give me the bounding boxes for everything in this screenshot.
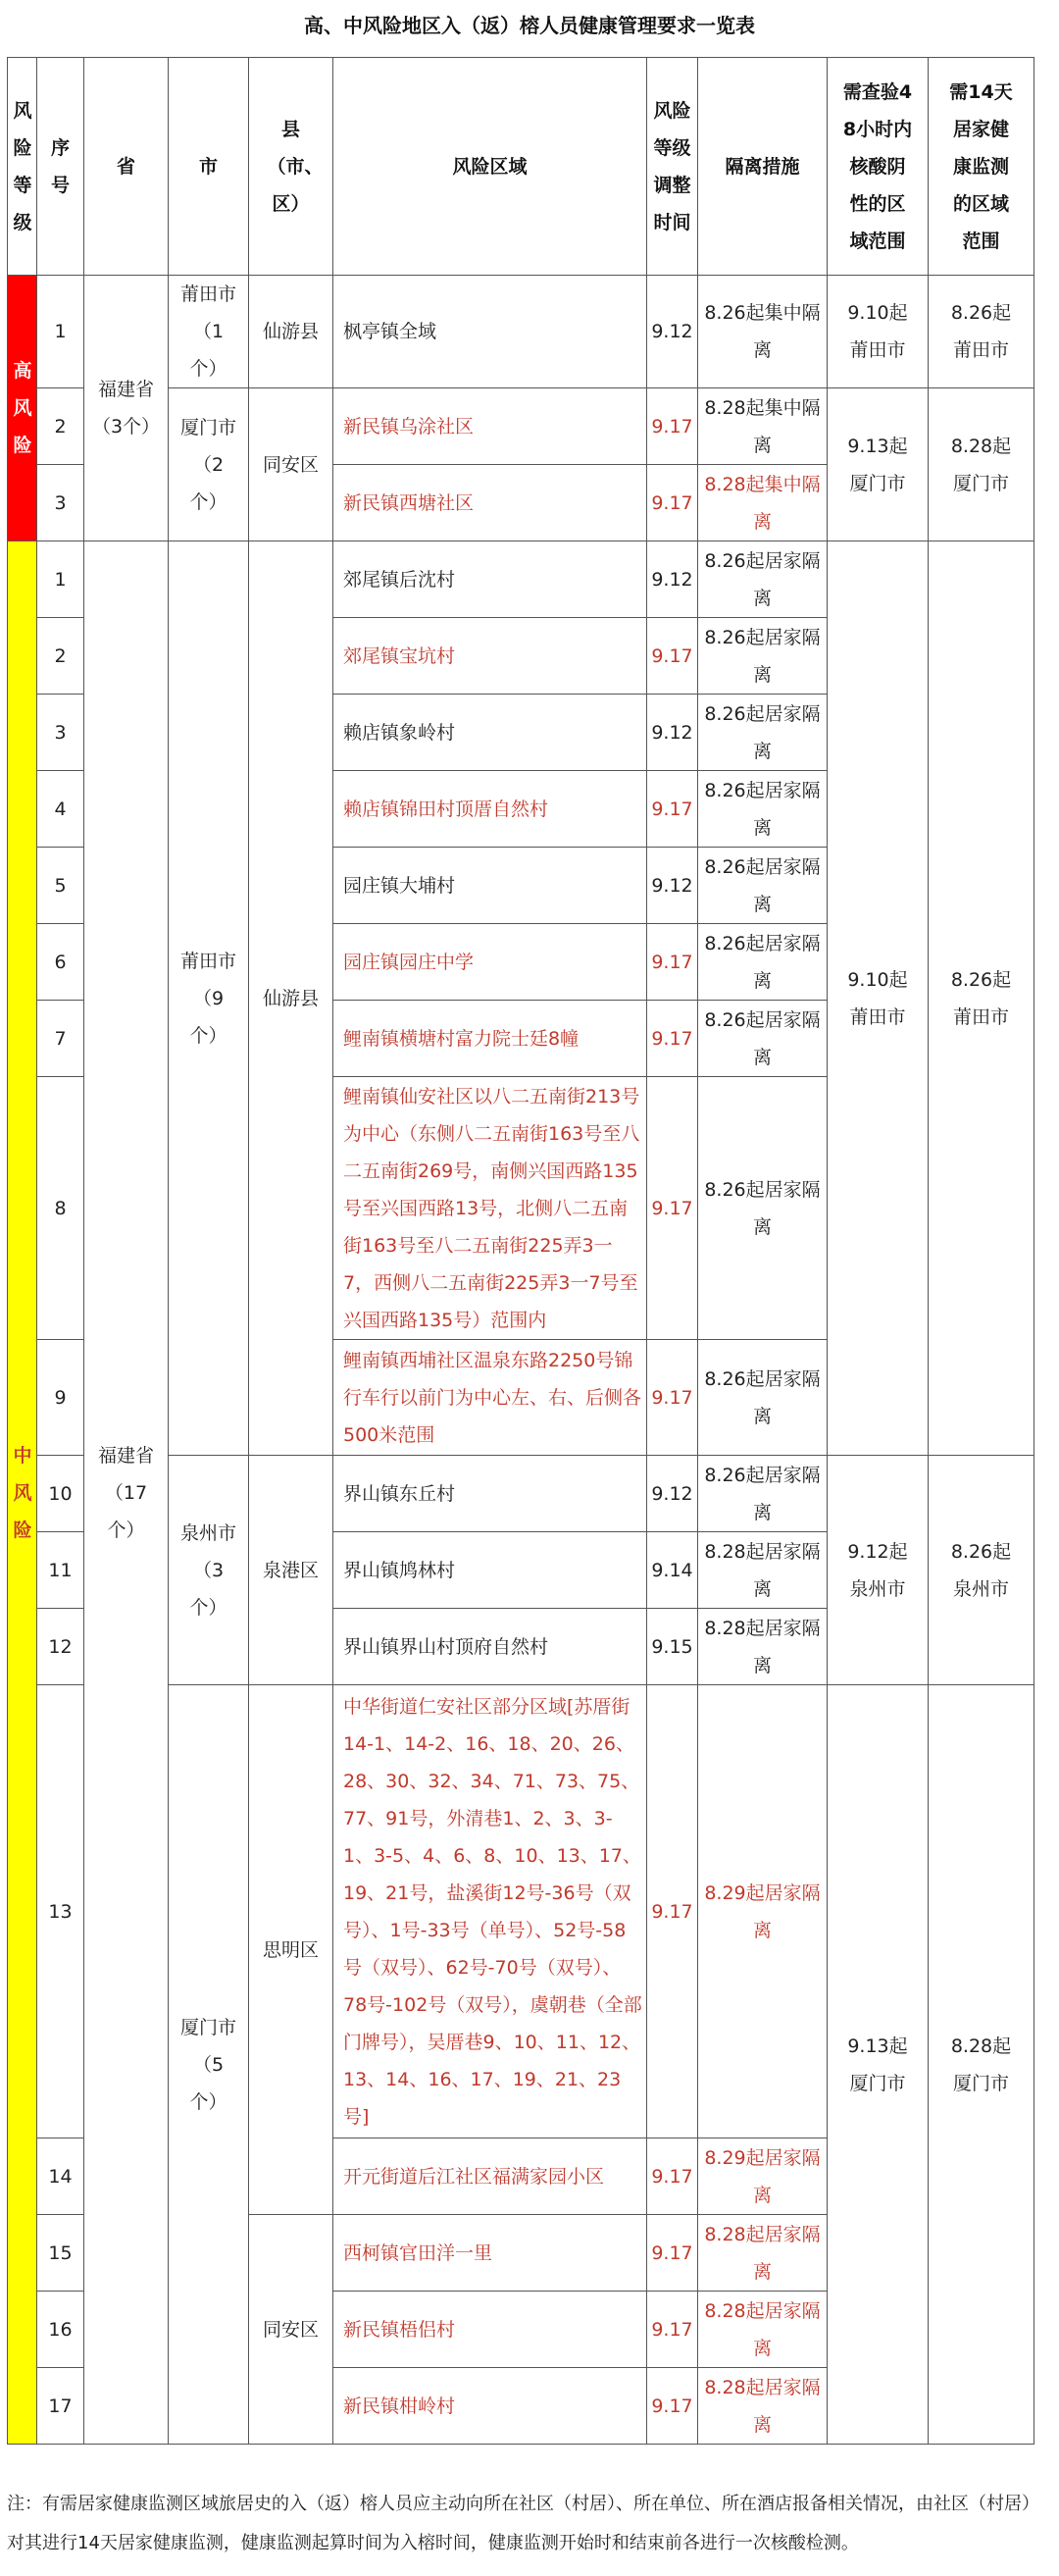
header-city: 市: [169, 58, 249, 276]
area-cell: 界山镇东丘村: [333, 1456, 647, 1532]
measure-cell: 8.28起集中隔离: [698, 465, 828, 541]
measure-cell: 8.28起居家隔离: [698, 2215, 828, 2292]
row-no: 9: [37, 1340, 84, 1456]
area-cell: 鲤南镇仙安社区以八二五南街213号为中心（东侧八二五南街163号至八二五南街269号，南侧兴国西路135号至兴国西路13号，北侧八二五南街163号至八二五南街225弄3一7，西侧八二五南街225弄3一7号至兴国西路135号）范围内: [333, 1077, 647, 1340]
measure-cell: 8.29起居家隔离: [698, 1685, 828, 2138]
city-cell: 莆田市（1个）: [169, 276, 249, 388]
header-adjust-time: 风险等级调整时间: [647, 58, 698, 276]
measure-cell: 8.28起集中隔离: [698, 388, 828, 465]
monitor-scope-cell: 8.28起厦门市: [929, 1685, 1034, 2445]
row-no: 6: [37, 924, 84, 1001]
area-cell: 新民镇梧侣村: [333, 2292, 647, 2368]
row-no: 12: [37, 1609, 84, 1685]
area-cell: 西柯镇官田洋一里: [333, 2215, 647, 2292]
risk-level-mid: 中风险: [8, 541, 37, 2445]
area-cell: 新民镇西塘社区: [333, 465, 647, 541]
risk-table: [7, 57, 1034, 2445]
county-cell: 同安区: [249, 388, 333, 541]
measure-cell: 8.29起居家隔离: [698, 2138, 828, 2215]
area-cell: 郊尾镇宝坑村: [333, 618, 647, 695]
measure-cell: 8.26起居家隔离: [698, 695, 828, 771]
risk-level-high: 高风险: [8, 276, 37, 541]
time-cell: 9.12: [647, 276, 698, 388]
row-no: 1: [37, 541, 84, 618]
area-cell: 赖店镇象岭村: [333, 695, 647, 771]
area-cell: 界山镇鸠林村: [333, 1532, 647, 1609]
measure-cell: 8.28起居家隔离: [698, 2292, 828, 2368]
row-no: 14: [37, 2138, 84, 2215]
header-no: 序号: [37, 58, 84, 276]
row-no: 17: [37, 2368, 84, 2445]
time-cell: 9.12: [647, 541, 698, 618]
test-scope-cell: 9.10起莆田市: [828, 541, 929, 1456]
header-risk-level: 风险等级: [8, 58, 37, 276]
province-cell: 福建省（3个）: [84, 276, 169, 541]
area-cell: 郊尾镇后沈村: [333, 541, 647, 618]
county-cell: 同安区: [249, 2215, 333, 2445]
area-cell: 赖店镇锦田村顶厝自然村: [333, 771, 647, 848]
row-no: 5: [37, 848, 84, 924]
county-cell: 思明区: [249, 1685, 333, 2215]
city-cell: 厦门市（5个）: [169, 1685, 249, 2445]
test-scope-cell: 9.10起莆田市: [828, 276, 929, 388]
area-cell: 新民镇柑岭村: [333, 2368, 647, 2445]
row-no: 3: [37, 695, 84, 771]
time-cell: 9.17: [647, 1340, 698, 1456]
measure-cell: 8.26起居家隔离: [698, 848, 828, 924]
measure-cell: 8.26起居家隔离: [698, 1077, 828, 1340]
monitor-scope-cell: 8.26起莆田市: [929, 541, 1034, 1456]
table-row: [8, 541, 1034, 618]
province-cell: 福建省（17个）: [84, 541, 169, 2445]
time-cell: 9.14: [647, 1532, 698, 1609]
row-no: 2: [37, 388, 84, 465]
row-no: 16: [37, 2292, 84, 2368]
header-county: 县（市、区）: [249, 58, 333, 276]
time-cell: 9.17: [647, 388, 698, 465]
measure-cell: 8.28起居家隔离: [698, 2368, 828, 2445]
row-no: 10: [37, 1456, 84, 1532]
row-no: 13: [37, 1685, 84, 2138]
row-no: 8: [37, 1077, 84, 1340]
measure-cell: 8.28起居家隔离: [698, 1532, 828, 1609]
time-cell: 9.17: [647, 2215, 698, 2292]
time-cell: 9.17: [647, 1077, 698, 1340]
county-cell: 仙游县: [249, 276, 333, 388]
time-cell: 9.17: [647, 465, 698, 541]
row-no: 1: [37, 276, 84, 388]
area-cell: 新民镇乌涂社区: [333, 388, 647, 465]
measure-cell: 8.26起集中隔离: [698, 276, 828, 388]
time-cell: 9.17: [647, 2138, 698, 2215]
area-cell: 界山镇界山村顶府自然村: [333, 1609, 647, 1685]
time-cell: 9.17: [647, 1685, 698, 2138]
monitor-scope-cell: 8.28起厦门市: [929, 388, 1034, 541]
county-cell: 泉港区: [249, 1456, 333, 1685]
measure-cell: 8.26起居家隔离: [698, 541, 828, 618]
area-cell: 鲤南镇西埔社区温泉东路2250号锦行车行以前门为中心左、右、后侧各500米范围: [333, 1340, 647, 1456]
time-cell: 9.17: [647, 618, 698, 695]
time-cell: 9.12: [647, 695, 698, 771]
monitor-scope-cell: 8.26起泉州市: [929, 1456, 1034, 1685]
measure-cell: 8.26起居家隔离: [698, 771, 828, 848]
measure-cell: 8.26起居家隔离: [698, 924, 828, 1001]
city-cell: 泉州市（3个）: [169, 1456, 249, 1685]
header-area: 风险区域: [333, 58, 647, 276]
time-cell: 9.12: [647, 1456, 698, 1532]
time-cell: 9.17: [647, 924, 698, 1001]
area-cell: 鲤南镇横塘村富力院士廷8幢: [333, 1001, 647, 1077]
county-cell: 仙游县: [249, 541, 333, 1456]
test-scope-cell: 9.12起泉州市: [828, 1456, 929, 1685]
row-no: 3: [37, 465, 84, 541]
time-cell: 9.17: [647, 2368, 698, 2445]
row-no: 2: [37, 618, 84, 695]
measure-cell: 8.26起居家隔离: [698, 1340, 828, 1456]
table-row: [8, 276, 1034, 388]
time-cell: 9.17: [647, 1001, 698, 1077]
header-test-scope: 需查验48小时内核酸阴性的区域范围: [828, 58, 929, 276]
measure-cell: 8.26起居家隔离: [698, 618, 828, 695]
time-cell: 9.17: [647, 771, 698, 848]
header-measure: 隔离措施: [698, 58, 828, 276]
row-no: 11: [37, 1532, 84, 1609]
test-scope-cell: 9.13起厦门市: [828, 1685, 929, 2445]
area-cell: 园庄镇园庄中学: [333, 924, 647, 1001]
time-cell: 9.12: [647, 848, 698, 924]
header-row: [8, 58, 1034, 276]
area-cell: 枫亭镇全域: [333, 276, 647, 388]
time-cell: 9.15: [647, 1609, 698, 1685]
measure-cell: 8.26起居家隔离: [698, 1456, 828, 1532]
row-no: 4: [37, 771, 84, 848]
area-cell: 中华街道仁安社区部分区域[苏厝街14-1、14-2、16、18、20、26、28、30、32、34、71、73、75、77、91号，外清巷1、2、3、3-1、3-5、4、6、8、10、13、17、19、21号，盐溪街12号-36号（双号）、1号-33号（单号）、52号-58号（双号）、62号-70号（双号）、78号-102号（双号），虞朝巷（全部门牌号），吴厝巷9、10、11、12、13、14、16、17、19、21、23号]: [333, 1685, 647, 2138]
city-cell: 厦门市（2个）: [169, 388, 249, 541]
time-cell: 9.17: [647, 2292, 698, 2368]
row-no: 7: [37, 1001, 84, 1077]
area-cell: 开元街道后江社区福满家园小区: [333, 2138, 647, 2215]
test-scope-cell: 9.13起厦门市: [828, 388, 929, 541]
page-title: 高、中风险地区入（返）榕人员健康管理要求一览表: [304, 14, 755, 37]
row-no: 15: [37, 2215, 84, 2292]
measure-cell: 8.26起居家隔离: [698, 1001, 828, 1077]
city-cell: 莆田市（9个）: [169, 541, 249, 1456]
footnote: 注：有需居家健康监测区域旅居史的入（返）榕人员应主动向所在社区（村居）、所在单位、所在酒店报备相关情况，由社区（村居）对其进行14天居家健康监测，健康监测起算时间为入榕时间，健康监测开始时和结束前各进行一次核酸检测。: [7, 2494, 1039, 2553]
header-monitor-scope: 需14天居家健康监测的区域范围: [929, 58, 1034, 276]
area-cell: 园庄镇大埔村: [333, 848, 647, 924]
header-province: 省: [84, 58, 169, 276]
monitor-scope-cell: 8.26起莆田市: [929, 276, 1034, 388]
measure-cell: 8.28起居家隔离: [698, 1609, 828, 1685]
